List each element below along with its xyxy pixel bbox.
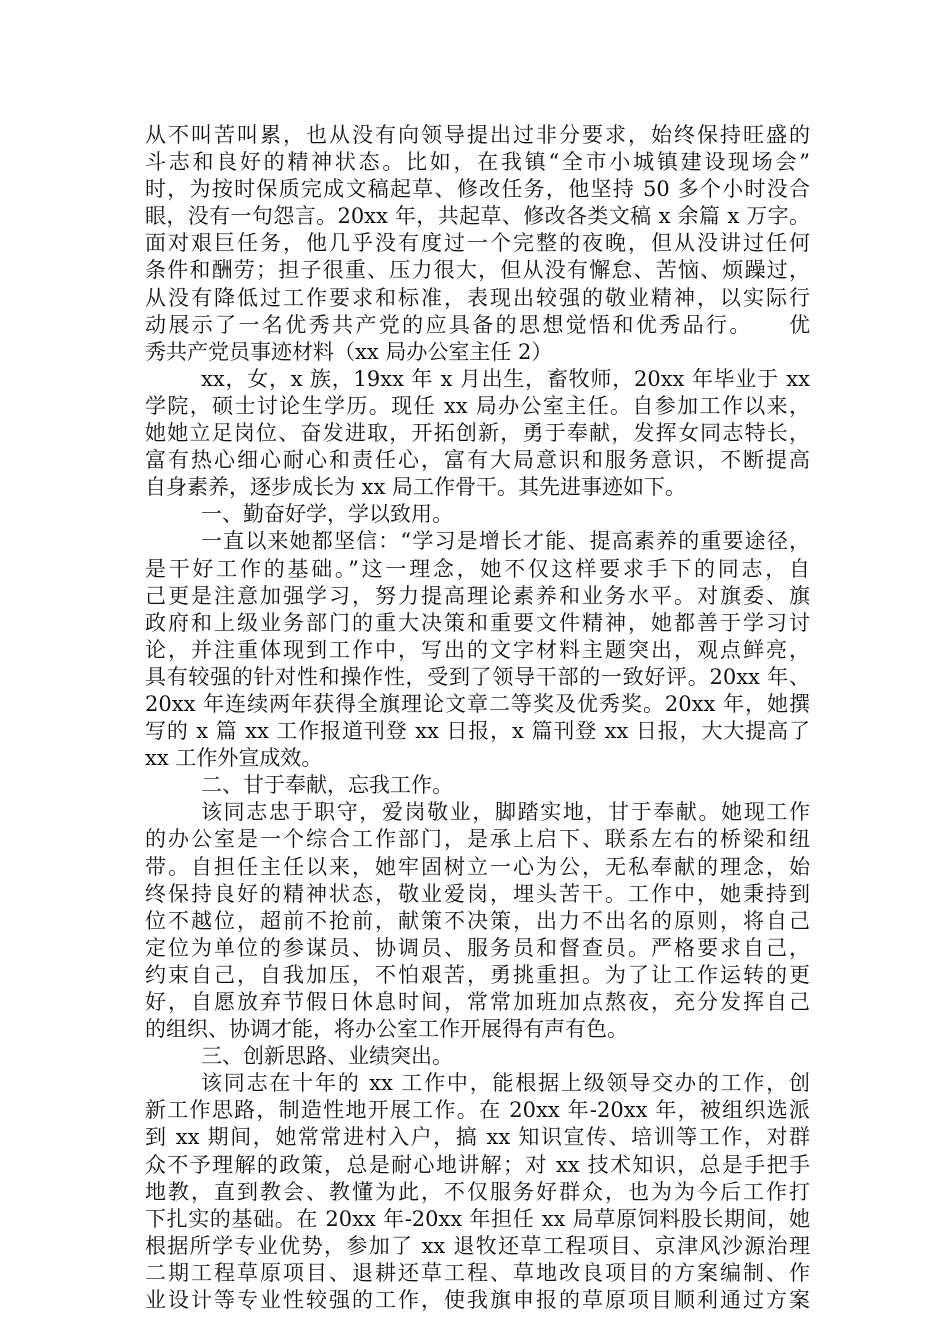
text-line: 约束自己，自我加压，不怕艰苦，勇挑重担。为了让工作运转的更 (145, 962, 810, 987)
text-line: 论，并注重体现到工作中，写出的文字材料主题突出，观点鲜亮， (145, 637, 810, 662)
text-line: 从没有降低过工作要求和标准，表现出较强的敬业精神，以实际行 (145, 285, 810, 310)
text-line: xx，女，x 族，19xx 年 x 月出生，畜牧师，20xx 年毕业于 xx (201, 366, 810, 391)
text-line: 的办公室是一个综合工作部门，是承上启下、联系左右的桥梁和纽 (145, 827, 810, 852)
text-line: 业设计等专业性较强的工作，使我旗申报的草原项目顺利通过方案 (145, 1288, 810, 1313)
text-line: 写的 x 篇 xx 工作报道刊登 xx 日报，x 篇刊登 xx 日报，大大提高了 (145, 719, 810, 744)
text-line: 面对艰巨任务，他几乎没有度过一个完整的夜晚，但从没讲过任何 (145, 231, 810, 256)
text-line: 20xx 年连续两年获得全旗理论文章二等奖及优秀奖。20xx 年，她撰 (145, 691, 810, 716)
text-line: 动展示了一名优秀共产党的应具备的思想觉悟和优秀品行。 优 (145, 312, 810, 337)
text-line: 秀共产党员事迹材料（xx 局办公室主任 2） (145, 339, 553, 364)
text-line: 自身素养，逐步成长为 xx 局工作骨干。其先进事迹如下。 (145, 475, 687, 500)
text-line: 下扎实的基础。在 20xx 年-20xx 年担任 xx 局草原饲料股长期间，她 (145, 1206, 810, 1231)
text-line: 位不越位，超前不抢前，献策不决策，出力不出名的原则，将自己 (145, 908, 810, 933)
text-line: 二、甘于奉献，忘我工作。 (201, 773, 453, 798)
text-line: 时，为按时保质完成文稿起草、修改任务，他坚持 50 多个小时没合 (145, 177, 810, 202)
text-line: xx 工作外宣成效。 (145, 746, 323, 771)
text-line: 地教，直到教会、教懂为此，不仅服务好群众，也为为今后工作打 (145, 1179, 810, 1204)
text-line: 学院，硕士讨论生学历。现任 xx 局办公室主任。自参加工作以来， (145, 393, 810, 418)
text-line: 具有较强的针对性和操作性，受到了领导干部的一致好评。20xx 年、 (145, 664, 810, 689)
text-line: 从不叫苦叫累，也从没有向领导提出过非分要求，始终保持旺盛的 (145, 123, 810, 147)
text-line: 终保持良好的精神状态，敬业爱岗，埋头苦干。工作中，她秉持到 (145, 881, 810, 906)
text-line: 斗志和良好的精神状态。比如，在我镇“全市小城镇建设现场会” (145, 150, 810, 175)
text-line: 新工作思路，制造性地开展工作。在 20xx 年-20xx 年，被组织选派 (145, 1098, 810, 1123)
text-line: 好，自愿放弃节假日休息时间，常常加班加点熬夜，充分发挥自己 (145, 990, 810, 1014)
text-line: 她她立足岗位、奋发进取，开拓创新，勇于奉献，发挥女同志特长， (145, 421, 810, 446)
text-line: 眼，没有一句怨言。20xx 年，共起草、修改各类文稿 x 余篇 x 万字。 (145, 204, 810, 229)
text-line: 根据所学专业优势，参加了 xx 退牧还草工程项目、京津风沙源治理 (145, 1233, 810, 1258)
text-line: 政府和上级业务部门的重大决策和重要文件精神，她都善于学习讨 (145, 610, 810, 635)
text-line: 该同志在十年的 xx 工作中，能根据上级领导交办的工作，创 (201, 1071, 810, 1096)
text-line: 己更是注意加强学习，努力提高理论素养和业务水平。对旗委、旗 (145, 583, 810, 608)
text-line: 一直以来她都坚信：“学习是增长才能、提高素养的重要途径， (201, 529, 810, 554)
text-line: 条件和酬劳；担子很重、压力很大，但从没有懈怠、苦恼、烦躁过， (145, 258, 810, 283)
document-body (145, 122, 810, 1314)
text-line: 富有热心细心耐心和责任心，富有大局意识和服务意识，不断提高 (145, 448, 810, 473)
text-line: 三、创新思路、业绩突出。 (201, 1044, 453, 1069)
text-line: 到 xx 期间，她常常进村入户，搞 xx 知识宣传、培训等工作，对群 (145, 1125, 810, 1150)
text-line: 众不予理解的政策，总是耐心地讲解；对 xx 技术知识，总是手把手 (145, 1152, 810, 1177)
text-line: 的组织、协调才能，将办公室工作开展得有声有色。 (145, 1017, 628, 1042)
text-line: 二期工程草原项目、退耕还草工程、草地改良项目的方案编制、作 (145, 1260, 810, 1285)
text-line: 该同志忠于职守，爱岗敬业，脚踏实地，甘于奉献。她现工作 (201, 800, 810, 825)
text-line: 带。自担任主任以来，她牢固树立一心为公，无私奉献的理念，始 (145, 854, 810, 879)
text-line: 是干好工作的基础。”这一理念，她不仅这样要求手下的同志，自 (145, 556, 810, 581)
text-line: 定位为单位的参谋员、协调员、服务员和督查员。严格要求自己， (145, 935, 810, 960)
text-line: 一、勤奋好学，学以致用。 (201, 502, 453, 527)
